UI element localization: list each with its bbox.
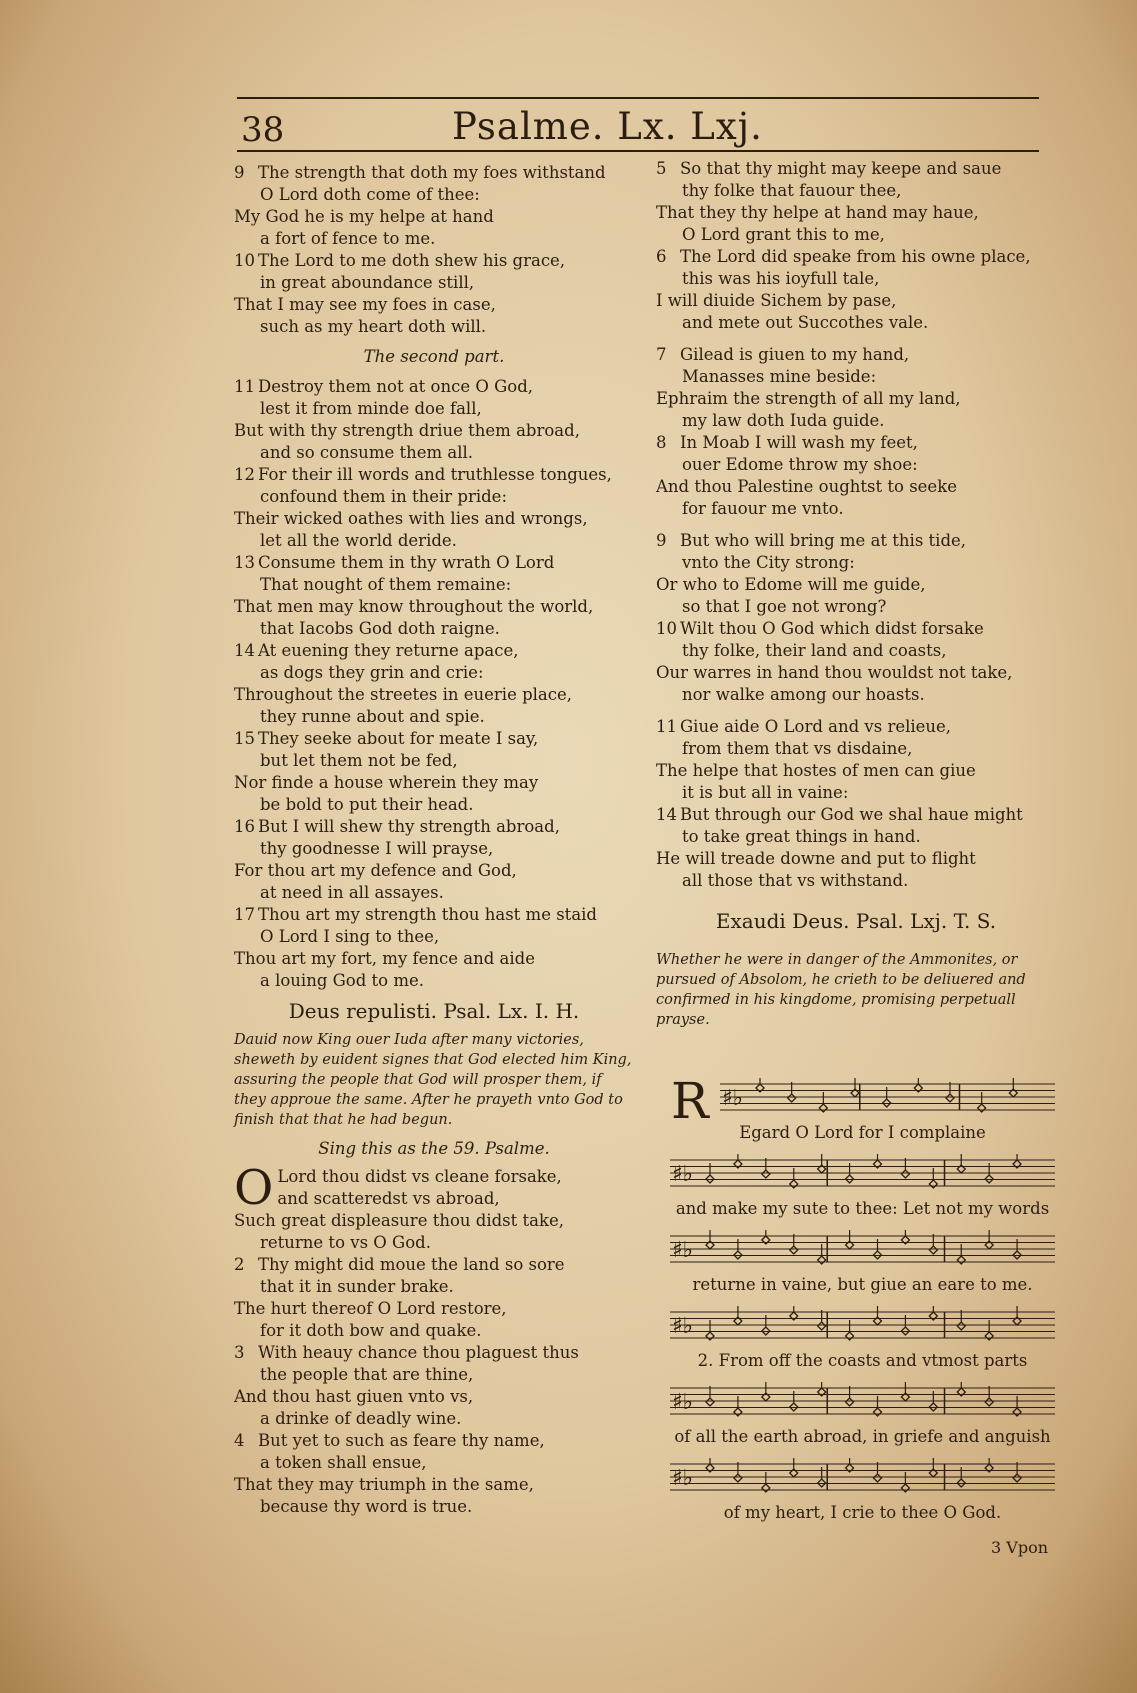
- verse-line: [656, 618, 1056, 640]
- verse-line: [656, 870, 1056, 892]
- verse-line: [234, 1254, 634, 1276]
- verse-text: that it in sunder brake.: [260, 1277, 454, 1296]
- verse-text: returne to vs O God.: [260, 1233, 431, 1252]
- verse-text: But through our God we shal haue might: [680, 805, 1023, 824]
- verse-text: and so consume them all.: [260, 443, 474, 462]
- verse-line: [234, 904, 634, 926]
- verse-line: [234, 970, 634, 992]
- verse-text: Thy might did moue the land so sore: [258, 1255, 565, 1274]
- verse-text: For their ill words and truthlesse tongues,: [258, 465, 612, 484]
- verse-line: [656, 684, 1056, 706]
- verse-text: this was his ioyfull tale,: [682, 269, 880, 288]
- verse-line: [234, 1166, 634, 1188]
- verse-line: [234, 574, 634, 596]
- verse-text: Their wicked oathes with lies and wrongs,: [234, 509, 588, 528]
- verse-line: [656, 738, 1056, 760]
- verse-text: At euening they returne apace,: [258, 641, 519, 660]
- header-rule: [237, 150, 1039, 152]
- verse-text: that Iacobs God doth raigne.: [260, 619, 500, 638]
- verse-text: That they thy helpe at hand may haue,: [656, 203, 979, 222]
- verse-line: [234, 1342, 634, 1364]
- verse-text: such as my heart doth will.: [260, 317, 487, 336]
- verse-line: [234, 1320, 634, 1342]
- verse-text: from them that vs disdaine,: [682, 739, 913, 758]
- verse-line: [234, 684, 634, 706]
- verse-number: 17: [234, 905, 255, 924]
- verse-line: [656, 180, 1056, 202]
- verse-text: it is but all in vaine:: [682, 783, 849, 802]
- page-number: 38: [241, 110, 285, 150]
- music-lyric: of my heart, I crie to thee O God.: [723, 1503, 1002, 1522]
- verse-text: But yet to such as feare thy name,: [258, 1431, 545, 1450]
- verse-number: 4: [234, 1431, 245, 1450]
- verse-text: The Lord did speake from his owne place,: [680, 247, 1031, 266]
- verse-text: Manasses mine beside:: [682, 367, 877, 386]
- verse-text: That I may see my foes in case,: [234, 295, 496, 314]
- verse-line: [656, 410, 1056, 432]
- verse-text: lest it from minde doe fall,: [260, 399, 482, 418]
- verse-line: [234, 1210, 634, 1232]
- verse-text: Such great displeasure thou didst take,: [234, 1211, 564, 1230]
- verse-line: [656, 804, 1056, 826]
- verse-text: and mete out Succothes vale.: [682, 313, 929, 332]
- verse-line: [656, 476, 1056, 498]
- verse-line: [656, 432, 1056, 454]
- right-verses: [656, 158, 1056, 892]
- verse-line: [234, 530, 634, 552]
- verse-line: [234, 882, 634, 904]
- verse-line: [656, 158, 1056, 180]
- verse-line: [234, 316, 634, 338]
- drop-cap: O: [234, 1160, 274, 1216]
- verse-line: [234, 794, 634, 816]
- verse-number: 11: [656, 717, 677, 736]
- verse-number: 5: [656, 159, 667, 178]
- verse-line: [234, 442, 634, 464]
- verse-text: my law doth Iuda guide.: [682, 411, 885, 430]
- verse-line: [656, 640, 1056, 662]
- verse-line: [656, 662, 1056, 684]
- verse-text: vnto the City strong:: [682, 553, 855, 572]
- verse-line: [234, 1364, 634, 1386]
- verse-text: a token shall ensue,: [260, 1453, 427, 1472]
- music-staff: [670, 1230, 1055, 1268]
- music-lyric: of all the earth abroad, in griefe and anguish: [674, 1427, 1051, 1446]
- verse-line: [234, 1430, 634, 1452]
- music-lyric: returne in vaine, but giue an eare to me.: [692, 1275, 1033, 1294]
- verse-text: to take great things in hand.: [682, 827, 921, 846]
- verse-text: nor walke among our hoasts.: [682, 685, 925, 704]
- verse-line: [234, 420, 634, 442]
- verse-number: 16: [234, 817, 255, 836]
- verse-line: [234, 184, 634, 206]
- verse-number: 11: [234, 377, 255, 396]
- verse-line: [656, 716, 1056, 738]
- verse-text: at need in all assayes.: [260, 883, 444, 902]
- psalm-heading-right: Exaudi Deus. Psal. Lxj. T. S.: [715, 909, 997, 933]
- svg-text:♯♭: ♯♭: [672, 1466, 694, 1491]
- verse-text: Or who to Edome will me guide,: [656, 575, 926, 594]
- verse-line: [234, 376, 634, 398]
- verse-line: [234, 860, 634, 882]
- verse-number: 2: [234, 1255, 245, 1274]
- verse-number: 12: [234, 465, 255, 484]
- verse-text: and scatteredst vs abroad,: [277, 1189, 500, 1208]
- verse-line: [234, 294, 634, 316]
- verse-text: But with thy strength driue them abroad,: [234, 421, 580, 440]
- verse-line: [234, 662, 634, 684]
- verse-text: That men may know throughout the world,: [234, 597, 594, 616]
- verse-text: they runne about and spie.: [260, 707, 485, 726]
- verse-text: Giue aide O Lord and vs relieue,: [680, 717, 952, 736]
- verse-line: [234, 508, 634, 530]
- verse-text: And thou hast giuen vnto vs,: [234, 1387, 474, 1406]
- right-column: [656, 158, 1056, 1036]
- verse-line: [656, 498, 1056, 520]
- music-staff: [670, 1382, 1055, 1420]
- verse-line: [234, 1474, 634, 1496]
- music-lyric: and make my sute to thee: Let not my words: [675, 1199, 1050, 1218]
- verse-text: In Moab I will wash my feet,: [680, 433, 918, 452]
- verse-line: [234, 926, 634, 948]
- verse-line: [656, 290, 1056, 312]
- svg-text:♯♭: ♯♭: [672, 1314, 694, 1339]
- verse-line: [234, 228, 634, 250]
- verse-line: [234, 1232, 634, 1254]
- verse-text: Gilead is giuen to my hand,: [680, 345, 910, 364]
- verse-text: Wilt thou O God which didst forsake: [680, 619, 984, 638]
- svg-text:♯♭: ♯♭: [672, 1162, 694, 1187]
- verse-line: [656, 574, 1056, 596]
- verse-text: be bold to put their head.: [260, 795, 474, 814]
- verse-text: but let them not be fed,: [260, 751, 458, 770]
- verse-number: 9: [656, 531, 667, 550]
- verse-number: 7: [656, 345, 667, 364]
- svg-text:♯♭: ♯♭: [672, 1390, 694, 1415]
- verse-number: 14: [234, 641, 255, 660]
- verse-line: [656, 388, 1056, 410]
- verse-text: O Lord I sing to thee,: [260, 927, 440, 946]
- verse-line: [234, 552, 634, 574]
- verse-line: [234, 728, 634, 750]
- verse-line: [656, 782, 1056, 804]
- verse-text: ouer Edome throw my shoe:: [682, 455, 918, 474]
- verse-line: [656, 246, 1056, 268]
- verse-line: [234, 816, 634, 838]
- verse-text: as dogs they grin and crie:: [260, 663, 484, 682]
- verse-text: let all the world deride.: [260, 531, 457, 550]
- verse-text: The hurt thereof O Lord restore,: [234, 1299, 507, 1318]
- tune-direction: Sing this as the 59. Psalme.: [318, 1139, 550, 1158]
- verse-line: [234, 772, 634, 794]
- catchword: 3 Vpon: [991, 1538, 1048, 1557]
- verse-text: Thou art my fort, my fence and aide: [234, 949, 535, 968]
- verse-text: Nor finde a house wherein they may: [234, 773, 539, 792]
- verse-number: 8: [656, 433, 667, 452]
- verse-number: 10: [234, 251, 255, 270]
- left-verses: [234, 162, 634, 338]
- music-score: [670, 1072, 1055, 1534]
- verse-line: [656, 530, 1056, 552]
- verse-text: But who will bring me at this tide,: [680, 531, 967, 550]
- verse-text: O Lord doth come of thee:: [260, 185, 480, 204]
- verse-text: With heauy chance thou plaguest thus: [258, 1343, 579, 1362]
- verse-line: [234, 706, 634, 728]
- verse-text: For thou art my defence and God,: [234, 861, 517, 880]
- left-column: [234, 162, 634, 1518]
- verse-text: Ephraim the strength of all my land,: [656, 389, 961, 408]
- verse-line: [234, 162, 634, 184]
- verse-number: 15: [234, 729, 255, 748]
- music-lyric: Egard O Lord for I complaine: [739, 1123, 986, 1142]
- verse-line: [234, 596, 634, 618]
- verse-number: 9: [234, 163, 245, 182]
- verse-text: But I will shew thy strength abroad,: [258, 817, 560, 836]
- verse-line: [234, 1496, 634, 1518]
- verse-line: [234, 464, 634, 486]
- verse-line: [656, 366, 1056, 388]
- verse-text: He will treade downe and put to flight: [656, 849, 976, 868]
- verse-text: a fort of fence to me.: [260, 229, 436, 248]
- verse-text: Destroy them not at once O God,: [258, 377, 534, 396]
- verse-line: [656, 848, 1056, 870]
- verse-text: The Lord to me doth shew his grace,: [258, 251, 566, 270]
- svg-text:♯♭: ♯♭: [722, 1086, 744, 1111]
- verse-text: The strength that doth my foes withstand: [258, 163, 606, 182]
- verse-text: thy folke that fauour thee,: [682, 181, 902, 200]
- music-staff: [670, 1078, 1055, 1116]
- verse-text: so that I goe not wrong?: [682, 597, 887, 616]
- psalm-verses: [234, 1160, 634, 1518]
- verse-line: [656, 454, 1056, 476]
- verse-number: 13: [234, 553, 255, 572]
- verse-text: That they may triumph in the same,: [234, 1475, 534, 1494]
- verse-line: [234, 1298, 634, 1320]
- verse-line: [234, 640, 634, 662]
- verse-text: all those that vs withstand.: [682, 871, 909, 890]
- verse-text: in great aboundance still,: [260, 273, 475, 292]
- verse-line: [656, 826, 1056, 848]
- verse-line: [656, 344, 1056, 366]
- verse-line: [656, 596, 1056, 618]
- verse-text: Consume them in thy wrath O Lord: [258, 553, 555, 572]
- verse-line: [234, 948, 634, 970]
- verse-text: Lord thou didst vs cleane forsake,: [277, 1167, 562, 1186]
- verse-text: Thou art my strength thou hast me staid: [258, 905, 597, 924]
- music-staff: [670, 1306, 1055, 1344]
- verse-text: The helpe that hostes of men can giue: [656, 761, 976, 780]
- verse-text: That nought of them remaine:: [260, 575, 512, 594]
- verse-number: 3: [234, 1343, 245, 1362]
- verse-text: Our warres in hand thou wouldst not take,: [656, 663, 1013, 682]
- music-lyric: 2. From off the coasts and vtmost parts: [697, 1351, 1028, 1370]
- music-staff: [670, 1154, 1055, 1192]
- verse-line: [234, 486, 634, 508]
- psalm-heading: Deus repulisti. Psal. Lx. I. H.: [288, 999, 580, 1023]
- verse-line: [656, 224, 1056, 246]
- verse-line: [234, 1452, 634, 1474]
- verse-line: [656, 312, 1056, 334]
- verse-line: [656, 552, 1056, 574]
- verse-text: Throughout the streetes in euerie place,: [234, 685, 573, 704]
- verse-line: [234, 206, 634, 228]
- verse-line: [234, 1188, 634, 1210]
- verse-line: [234, 618, 634, 640]
- verse-line: [234, 1276, 634, 1298]
- verse-text: because thy word is true.: [260, 1497, 473, 1516]
- verse-text: a drinke of deadly wine.: [260, 1409, 462, 1428]
- top-rule: [237, 97, 1039, 99]
- verse-text: My God he is my helpe at hand: [234, 207, 494, 226]
- verse-text: And thou Palestine oughtst to seeke: [656, 477, 957, 496]
- verse-line: [656, 760, 1056, 782]
- verse-number: 10: [656, 619, 677, 638]
- svg-text:♯♭: ♯♭: [672, 1238, 694, 1263]
- verse-text: I will diuide Sichem by pase,: [656, 291, 897, 310]
- psalm-argument: Dauid now King ouer Iuda after many victories, sheweth by euident signes that God elected him King, assuring the people that God will prosper them, if they approue the same. After he prayeth vnto God to finish that that he had begun.: [234, 1032, 632, 1128]
- verse-line: [234, 250, 634, 272]
- verse-line: [656, 202, 1056, 224]
- verse-text: They seeke about for meate I say,: [258, 729, 539, 748]
- music-staff: [670, 1458, 1055, 1496]
- verse-line: [656, 268, 1056, 290]
- verse-line: [234, 750, 634, 772]
- verse-line: [234, 838, 634, 860]
- music-initial: R: [671, 1072, 709, 1130]
- verse-line: [234, 1386, 634, 1408]
- verse-text: a louing God to me.: [260, 971, 425, 990]
- verse-text: confound them in their pride:: [260, 487, 508, 506]
- verse-text: O Lord grant this to me,: [682, 225, 885, 244]
- verse-number: 14: [656, 805, 677, 824]
- verse-text: So that thy might may keepe and saue: [680, 159, 1002, 178]
- verse-line: [234, 272, 634, 294]
- verse-text: thy folke, their land and coasts,: [682, 641, 947, 660]
- section-label: The second part.: [363, 347, 505, 366]
- verse-line: [234, 398, 634, 420]
- psalm-argument-right: Whether he were in danger of the Ammonites, or pursued of Absolom, he crieth to be deliuered and confirmed in his kingdome, promising perpetuall prayse.: [656, 952, 1026, 1028]
- running-title: Psalme. Lx. Lxj.: [452, 105, 763, 148]
- verse-number: 6: [656, 247, 667, 266]
- verse-text: for fauour me vnto.: [682, 499, 844, 518]
- left-verses-part2: [234, 376, 634, 992]
- verse-text: for it doth bow and quake.: [260, 1321, 482, 1340]
- verse-line: [234, 1408, 634, 1430]
- verse-text: the people that are thine,: [260, 1365, 474, 1384]
- verse-text: thy goodnesse I will prayse,: [260, 839, 494, 858]
